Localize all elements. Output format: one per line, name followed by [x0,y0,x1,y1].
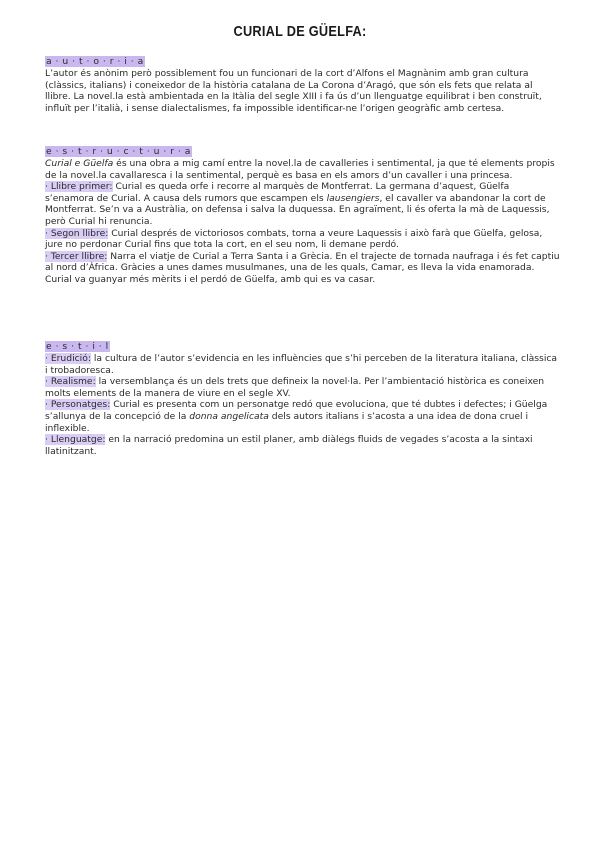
segon-llibre-label: · Segon llibre: [45,227,109,239]
section-heading-estructura: e · s · t · r · u · c · t · u · r · a [46,146,191,157]
realisme-label: · Realisme: [45,376,96,388]
llenguatge-paragraph [45,434,560,457]
llibre-primer-paragraph [45,181,560,227]
work-title-italic: Curial e Güelfa [45,158,114,169]
llibre-primer-text-b: , el cavaller va abandonar la cort de Montferrat. Se’n va a Austràlia, on defensa i salva la duquessa. En agraïment, li és oferta la mà de Laquessis, però Curial hi renuncia. [45,192,550,227]
realisme-text: la versemblança és un dels trets que defineix la novel·la. Per l’ambientació històrica es coneixen molts elements de la manera de viure en el segle XV. [45,376,545,399]
section-heading-autoria: a · u · t · o · r · i · a [46,56,144,67]
autoria-paragraph: L’autor és anònim però possiblement fou un funcionari de la cort d’Alfons el Magnànim amb gran cultura (clàssics, italians) i coneixedor de la història catalana de La Corona d’Aragó, que són els fets que relata al llibre. La novel.la està ambientada en la Itàlia del segle XIII i fa ús d’un llenguatge equilibrat i ben construït, influït per l’italià, i sense dialectalismes, fa impossible identificar-ne l’origen geogràfic amb certesa. [45,68,542,114]
erudicio-paragraph [45,353,560,376]
segon-llibre-text: Curial després de victoriosos combats, torna a veure Laquessis i això farà que Güelfa, gelosa, jure no perdonar Curial fins que tota la cort, en el seu nom, li demane perdó. [45,227,543,251]
section-estil [45,341,560,457]
personatges-text-b: dels autors italians i s’acosta a una idea de dona cruel i inflexible. [45,410,529,434]
page-title: CURIAL DE GÜELFA: [233,23,367,40]
llenguatge-label: · Llenguatge: [45,434,106,446]
tercer-llibre-text: Narra el viatje de Curial a Terra Santa i a Grècia. En el trajecte de tornada naufraga i és fet captiu al nord d’Àfrica. Gràcies a unes dames musulmanes, una de les quals, Camar, es lleva la vida enamorada. Curial va guanyar més mèrits i el perdó de Güelfa, amb qui es va casar. [45,250,560,285]
section-autoria [45,56,560,114]
llibre-primer-text-a: Curial es queda orfe i recorre al marquès de Montferrat. La germana d’aquest, Güelfa s’enamora de Curial. A causa dels rumors que escampen els [45,181,510,204]
section-estructura [45,146,560,286]
personatges-text-a: Curial es presenta com un personatge redó que evoluciona, que té dubtes i defectes; i Güelga s’allunya de la concepció de la [45,399,548,422]
personatges-label: · Personatges: [45,399,111,411]
estructura-intro-text: és una obra a mig camí entre la novel.la de cavalleries i sentimental, ja que té elements propis de la novel.la cavallaresca i la sentimental, perquè es basa en els amors d’un cavaller i una princesa. [45,158,555,181]
tercer-llibre-paragraph [45,251,560,286]
erudicio-label: · Erudició: [45,353,91,364]
lausengiers-italic: lausengiers [326,192,380,204]
personatges-paragraph [45,399,560,434]
erudicio-text: la cultura de l’autor s’evidencia en les influències que s’hi perceben de la literatura italiana, clàssica i trobadoresca. [45,353,558,376]
donna-angelicata-italic: donna angelicata [189,410,269,422]
estructura-intro [45,158,560,181]
tercer-llibre-label: · Tercer llibre: [45,250,108,262]
segon-llibre-paragraph [45,228,560,251]
llibre-primer-label: · Llibre primer: [45,181,113,193]
realisme-paragraph [45,376,560,399]
section-heading-estil: e · s · t · i · l [46,341,109,352]
llenguatge-text: en la narració predomina un estil planer, amb diàlegs fluids de vegades s’acosta a la sintaxi llatinitzant. [45,434,533,457]
